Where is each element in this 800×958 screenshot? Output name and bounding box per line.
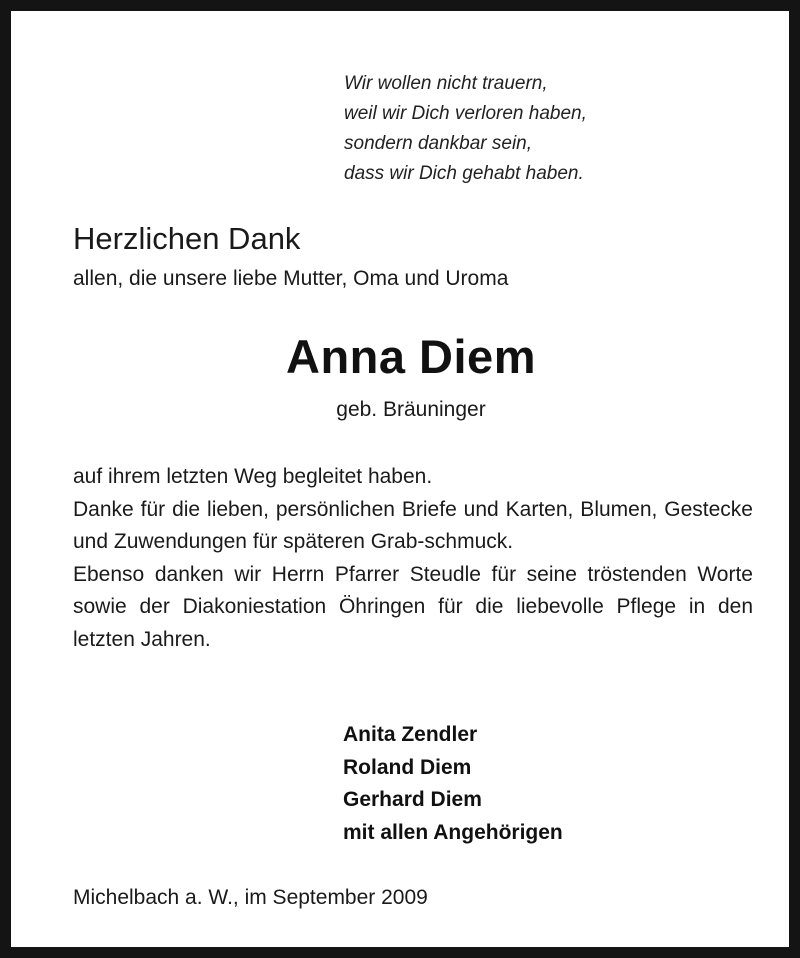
deceased-name: Anna Diem bbox=[286, 330, 536, 383]
body-paragraph-1: auf ihrem letzten Weg begleitet haben. bbox=[73, 465, 433, 488]
poem-line: Wir wollen nicht trauern, bbox=[344, 73, 548, 94]
poem-line: sondern dankbar sein, bbox=[344, 133, 533, 154]
thanks-body bbox=[73, 461, 753, 656]
memorial-poem bbox=[344, 69, 764, 189]
signers-list bbox=[343, 719, 563, 849]
body-paragraph-2: Danke für die lieben, persönlichen Briefe und Karten, Blumen, Gestecke und Zuwendungen für späteren Grab-schmuck. bbox=[73, 497, 753, 553]
place-and-date: Michelbach a. W., im September 2009 bbox=[73, 886, 428, 909]
signer: Gerhard Diem bbox=[343, 788, 482, 811]
signer: mit allen Angehörigen bbox=[343, 820, 563, 844]
thanks-intro: allen, die unsere liebe Mutter, Oma und Uroma bbox=[73, 267, 509, 290]
maiden-name: geb. Bräuninger bbox=[336, 398, 486, 421]
thanks-heading: Herzlichen Dank bbox=[73, 221, 301, 256]
body-paragraph-3: Ebenso danken wir Herrn Pfarrer Steudle für seine tröstenden Worte sowie der Diakoniestation Öhringen für die liebevolle Pflege in den letzten Jahren. bbox=[73, 562, 753, 651]
signer: Roland Diem bbox=[343, 755, 472, 779]
signer: Anita Zendler bbox=[343, 723, 478, 746]
poem-line: weil wir Dich verloren haben, bbox=[344, 103, 587, 124]
poem-line: dass wir Dich gehabt haben. bbox=[344, 163, 584, 184]
